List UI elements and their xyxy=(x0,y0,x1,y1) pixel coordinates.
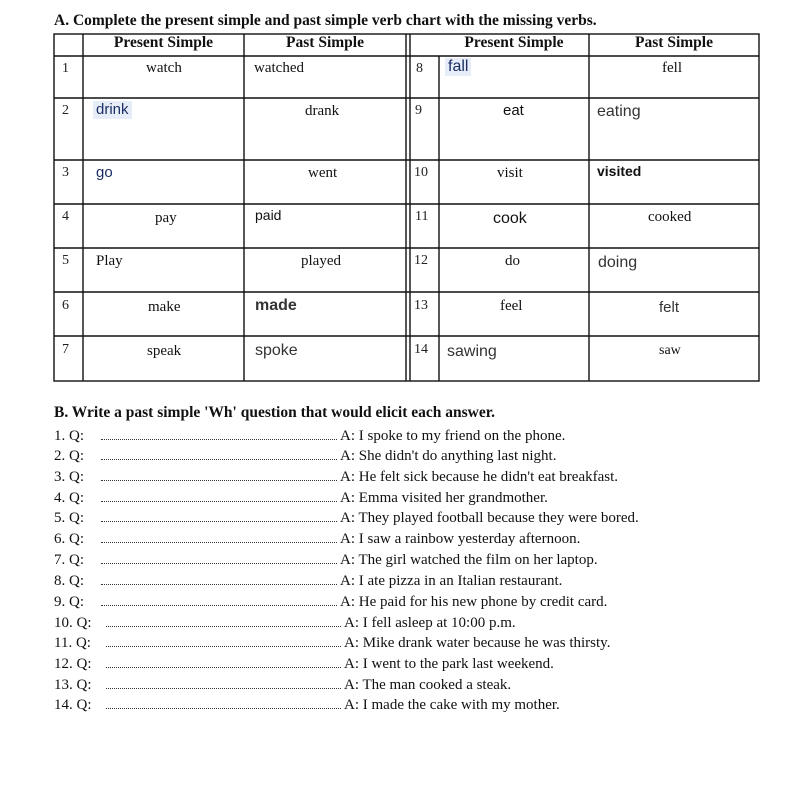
past-cell[interactable]: cooked xyxy=(648,209,692,225)
question-row xyxy=(54,571,744,591)
row-number: 7 xyxy=(62,342,69,357)
answer-blank[interactable] xyxy=(106,626,341,627)
header-past-simple-1: Past Simple xyxy=(286,34,364,51)
present-cell[interactable]: eat xyxy=(503,102,524,119)
row-number: 2 xyxy=(62,103,69,118)
question-row xyxy=(54,550,744,570)
row-number: 12 xyxy=(414,253,428,268)
answer-text: A: Mike drank water because he was thirsty. xyxy=(344,635,611,651)
answer-blank[interactable] xyxy=(101,501,337,502)
row-number: 4 xyxy=(62,209,69,224)
question-row xyxy=(54,695,744,715)
answer-blank[interactable] xyxy=(101,563,337,564)
answer-blank[interactable] xyxy=(101,459,337,460)
question-label: 11. Q: xyxy=(54,635,91,651)
answer-text: A: She didn't do anything last night. xyxy=(340,448,557,464)
question-row xyxy=(54,488,744,508)
section-b-title: B. Write a past simple 'Wh' question that would elicit each answer. xyxy=(54,404,496,421)
question-row xyxy=(54,592,744,612)
past-cell[interactable]: paid xyxy=(255,207,282,223)
past-cell[interactable]: fell xyxy=(662,60,682,76)
question-row xyxy=(54,613,744,633)
answer-blank[interactable] xyxy=(101,584,337,585)
question-label: 14. Q: xyxy=(54,697,92,713)
present-cell[interactable]: visit xyxy=(497,165,523,181)
question-row xyxy=(54,675,744,695)
question-label: 3. Q: xyxy=(54,469,84,485)
answer-blank[interactable] xyxy=(101,480,337,481)
answer-text: A: He felt sick because he didn't eat breakfast. xyxy=(340,469,619,485)
question-row xyxy=(54,426,744,446)
question-row xyxy=(54,529,744,549)
answer-text: A: I made the cake with my mother. xyxy=(344,697,560,713)
present-cell[interactable]: go xyxy=(96,164,113,181)
present-cell[interactable]: do xyxy=(505,253,520,269)
answer-text: A: They played football because they were bored. xyxy=(340,510,639,526)
present-cell[interactable]: fall xyxy=(445,58,471,76)
question-label: 5. Q: xyxy=(54,510,84,526)
past-cell[interactable]: visited xyxy=(597,163,642,179)
answer-blank[interactable] xyxy=(101,439,337,440)
header-present-simple-2: Present Simple xyxy=(464,34,564,51)
present-cell[interactable]: speak xyxy=(147,343,182,359)
answer-text: A: The girl watched the film on her laptop. xyxy=(340,552,598,568)
answer-blank[interactable] xyxy=(101,605,337,606)
past-cell[interactable]: drank xyxy=(305,103,340,119)
answer-text: A: I saw a rainbow yesterday afternoon. xyxy=(340,531,581,547)
present-cell[interactable]: make xyxy=(148,299,181,315)
header-past-simple-2: Past Simple xyxy=(635,34,713,51)
past-cell[interactable]: saw xyxy=(659,343,681,358)
row-number: 5 xyxy=(62,253,69,268)
row-number: 3 xyxy=(62,165,69,180)
present-cell[interactable]: sawing xyxy=(447,343,497,360)
answer-blank[interactable] xyxy=(101,521,337,522)
past-cell[interactable]: doing xyxy=(598,254,638,271)
row-number: 8 xyxy=(416,61,423,76)
present-cell[interactable]: drink xyxy=(93,101,132,119)
question-label: 12. Q: xyxy=(54,656,92,672)
past-cell[interactable]: went xyxy=(308,165,338,181)
answer-blank[interactable] xyxy=(106,646,341,647)
question-label: 10. Q: xyxy=(54,615,92,631)
row-number: 11 xyxy=(415,209,429,224)
answer-text: A: The man cooked a steak. xyxy=(344,677,512,693)
question-label: 1. Q: xyxy=(54,428,84,444)
past-cell[interactable]: played xyxy=(301,253,341,269)
row-number: 10 xyxy=(414,165,428,180)
answer-blank[interactable] xyxy=(106,667,341,668)
question-row xyxy=(54,654,744,674)
answer-text: A: Emma visited her grandmother. xyxy=(340,490,548,506)
present-cell[interactable]: watch xyxy=(146,60,182,76)
question-label: 9. Q: xyxy=(54,594,84,610)
question-label: 8. Q: xyxy=(54,573,84,589)
section-a-title: A. Complete the present simple and past simple verb chart with the missing verbs. xyxy=(54,12,597,29)
row-number: 6 xyxy=(62,298,69,313)
row-number: 1 xyxy=(62,61,69,76)
answer-text: A: I spoke to my friend on the phone. xyxy=(340,428,566,444)
answer-blank[interactable] xyxy=(101,542,337,543)
question-label: 7. Q: xyxy=(54,552,84,568)
past-cell[interactable]: made xyxy=(255,297,297,314)
past-cell[interactable]: watched xyxy=(254,60,304,76)
past-cell[interactable]: eating xyxy=(597,103,641,120)
question-label: 6. Q: xyxy=(54,531,84,547)
past-cell[interactable]: spoke xyxy=(255,342,298,359)
answer-blank[interactable] xyxy=(106,708,341,709)
present-cell[interactable]: cook xyxy=(493,210,527,227)
header-present-simple-1: Present Simple xyxy=(113,34,214,51)
answer-text: A: I went to the park last weekend. xyxy=(344,656,554,672)
question-row xyxy=(54,633,744,653)
row-number: 9 xyxy=(415,103,422,118)
answer-text: A: He paid for his new phone by credit card. xyxy=(340,594,608,610)
question-label: 2. Q: xyxy=(54,448,84,464)
present-cell[interactable]: pay xyxy=(155,210,177,226)
question-row xyxy=(54,446,744,466)
present-cell[interactable]: Play xyxy=(96,253,123,269)
answer-text: A: I fell asleep at 10:00 p.m. xyxy=(344,615,516,631)
past-cell[interactable]: felt xyxy=(659,299,680,316)
question-label: 13. Q: xyxy=(54,677,92,693)
question-row xyxy=(54,508,744,528)
answer-blank[interactable] xyxy=(106,688,341,689)
row-number: 13 xyxy=(414,298,428,313)
present-cell[interactable]: feel xyxy=(500,298,523,314)
row-number: 14 xyxy=(414,342,428,357)
question-label: 4. Q: xyxy=(54,490,84,506)
question-row xyxy=(54,467,744,487)
answer-text: A: I ate pizza in an Italian restaurant. xyxy=(340,573,563,589)
